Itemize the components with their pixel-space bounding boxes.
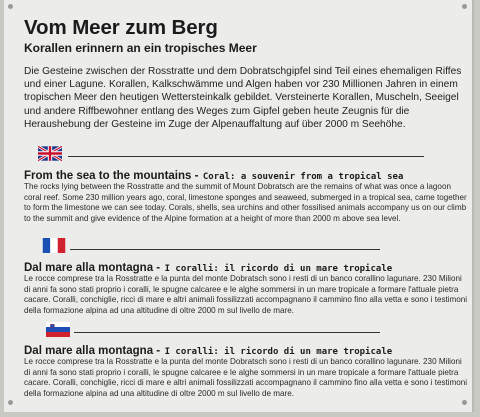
slovenia-flag-icon — [46, 322, 70, 337]
screw-icon — [462, 4, 467, 9]
heading-sub: I coralli: il ricordo di un mare tropicale — [164, 264, 393, 274]
screw-icon — [8, 400, 13, 405]
german-paragraph: Die Gesteine zwischen der Rosstratte und dem Dobratschgipfel sind Teil eines ehemaligen Riffes und einer Lagune. Korallen, Kalkschwämme und Algen haben vor 230 Millionen Jahren in einem tropischen Meer den heutigen Wettersteinkalk gebildet. Versteinerte Korallen, Muscheln, Seeigel und andere Riffbewohner entlang des Weges zum Gipfel geben heute Zeugnis für die Heraushebung der Gesteine im Zuge der Alpenauffaltung auf über 2000 m Seehöhe. — [24, 66, 462, 130]
heading-sub: Coral: a souvenir from a tropical sea — [202, 172, 404, 182]
section-text-sl: Le rocce comprese tra la Rosstratte e la punta del monte Dobratsch sono i resti di un banco corallino lagunare. 230 Milioni di anni fa sono stati proprio i coralli, le spugne calcaree e le alghe sommersi in un mare tropicale a formare l'attuale pietra cacare. Coralli, conchiglie, ricci di mare e altri animali fossilizzati accompagnano il cammino fino alla vetta e sono i testimoni della formazione alpina ad una altitudine di oltre 2000 m sul livello de mare. — [24, 357, 468, 399]
section-divider — [68, 156, 424, 157]
section-text-en: The rocks lying between the Rosstratte and the summit of Mount Dobratsch are the remains of what was once a lagoon coral reef. Some 230 million years ago, coral, limestone sponges and seaweed, submerged in a tropical sea, came together to form the limestone we can see today. Corals, shells, sea urchins and other fossilised animals accompany us on our climb to the summit and give evidence of the Alpine formation at a height of more than 2000 m above sea level. — [24, 182, 467, 224]
uk-flag-icon — [38, 146, 62, 161]
italy-flag-icon — [42, 238, 66, 253]
screw-icon — [462, 400, 467, 405]
section-divider — [74, 332, 380, 333]
screw-icon — [8, 4, 13, 9]
heading-sub: I coralli: il ricordo di un mare tropicale — [164, 347, 393, 357]
heading-main: Dal mare alla montagna - — [24, 345, 161, 357]
heading-main: From the sea to the mountains - — [24, 170, 199, 182]
section-divider — [70, 249, 380, 250]
info-sign — [4, 0, 474, 412]
sign-subtitle: Korallen erinnern an ein tropisches Meer — [24, 41, 257, 55]
sign-title: Vom Meer zum Berg — [24, 16, 218, 39]
heading-main: Dal mare alla montagna - — [24, 262, 161, 274]
section-text-it: Le rocce comprese tra la Rosstratte e la punta del monte Dobratsch sono i resti di un banco corallino lagunare. 230 Milioni di anni fa sono stati proprio i coralli, le spugne calcaree e le alghe sommersi in un mare tropicale a formare l'attuale pietra cacare. Coralli, conchiglie, ricci di mare e altri animali fossilizzati accompagnano il cammino fino alla vetta e sono i testimoni della formazione alpina ad una altitudine di oltre 2000 m sul livello de mare. — [24, 274, 468, 316]
